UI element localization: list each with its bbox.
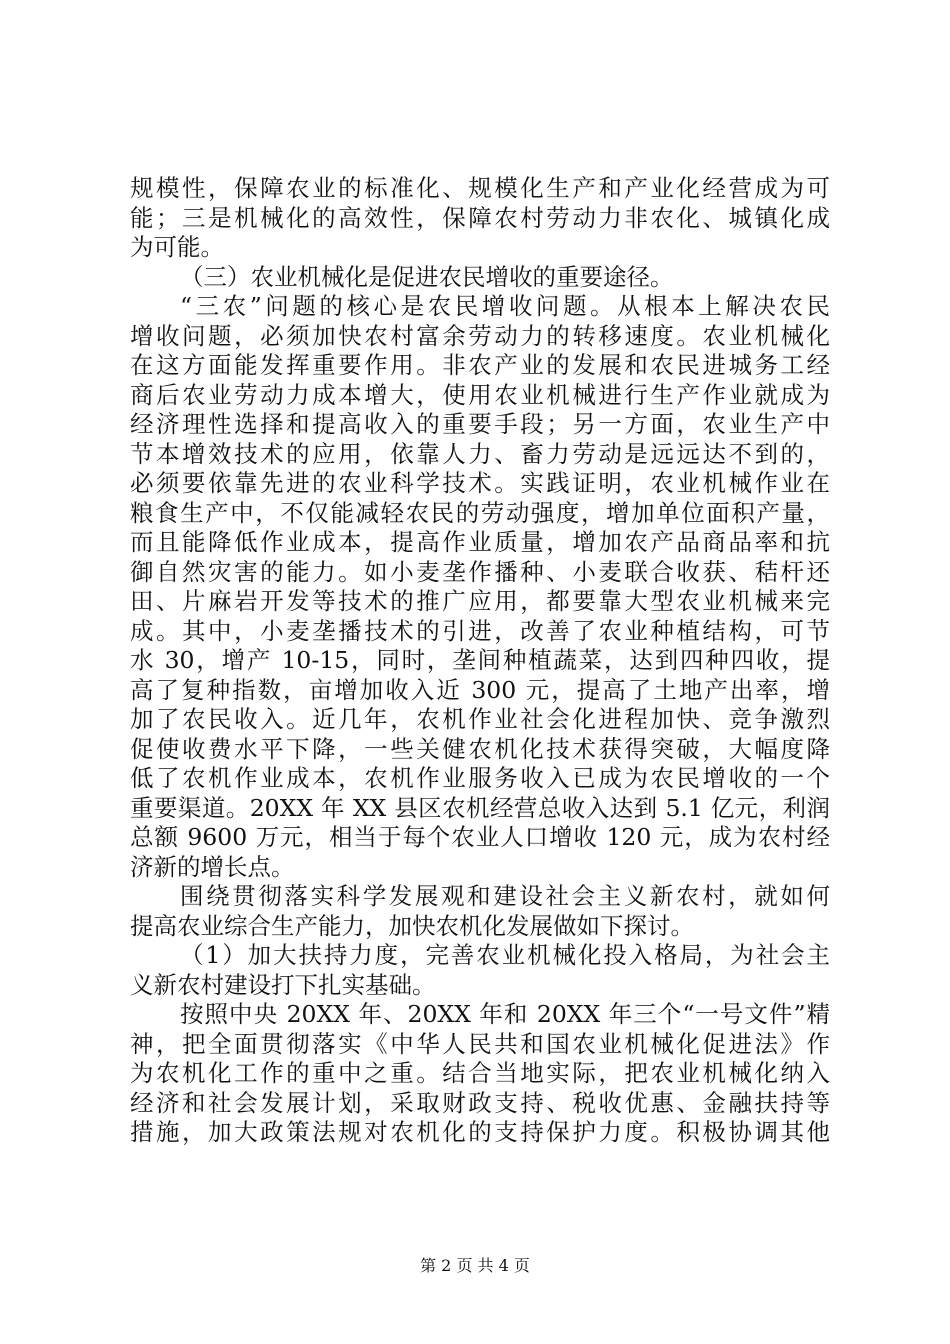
text-line: 节本增效技术的应用，依靠人力、畜力劳动是远远达不到的， (130, 439, 830, 468)
text-line: 经济理性选择和提高收入的重要手段；另一方面，农业生产中 (130, 410, 830, 438)
text-line: 加了农民收入。近几年，农机作业社会化进程加快、竞争激烈 (130, 705, 830, 733)
text-line: 规模性，保障农业的标准化、规模化生产和产业化经营成为可 (130, 174, 830, 202)
text-line: 必须要依靠先进的农业科学技术。实践证明，农业机械作业在 (130, 469, 830, 497)
body-text (130, 174, 830, 1148)
text-line: 能；三是机械化的高效性，保障农村劳动力非农化、城镇化成 (130, 203, 830, 232)
text-line: 措施，加大政策法规对农机化的支持保护力度。积极协调其他 (130, 1118, 830, 1146)
text-line: 经济和社会发展计划，采取财政支持、税收优惠、金融扶持等 (130, 1088, 830, 1117)
text-line: 为可能。 (130, 233, 224, 261)
text-line: “三农”问题的核心是农民增收问题。从根本上解决农民 (180, 292, 830, 320)
text-line: 高了复种指数，亩增加收入近 300 元，提高了土地产出率，增 (130, 675, 830, 704)
text-line: 总额 9600 万元，相当于每个农业人口增收 120 元，成为农村经 (130, 823, 830, 851)
text-line: 粮食生产中，不仅能减轻农民的劳动强度，增加单位面积产量， (130, 498, 830, 527)
text-line: 成。其中，小麦垄播技术的引进，改善了农业种植结构，可节 (130, 616, 830, 645)
text-line: 而且能降低作业成本，提高作业质量，增加农产品商品率和抗 (130, 528, 830, 556)
text-line: 商后农业劳动力成本增大，使用农业机械进行生产作业就成为 (130, 380, 830, 409)
text-line: 水 30，增产 10-15，同时，垄间种植蔬菜，达到四种四收，提 (130, 646, 830, 674)
text-line: 御自然灾害的能力。如小麦垄作播种、小麦联合收获、秸杆还 (130, 557, 830, 586)
text-line: 增收问题，必须加快农村富余劳动力的转移速度。农业机械化 (130, 321, 830, 350)
text-line: 神，把全面贯彻落实《中华人民共和国农业机械化促进法》作 (130, 1029, 830, 1058)
text-line: 重要渠道。20XX 年 XX 县区农机经营总收入达到 5.1 亿元，利润 (130, 793, 830, 822)
text-line: 田、片麻岩开发等技术的推广应用，都要靠大型农业机械来完 (130, 587, 830, 615)
text-line: 按照中央 20XX 年、20XX 年和 20XX 年三个“一号文件”精 (180, 1000, 830, 1028)
text-line: 在这方面能发挥重要作用。非农产业的发展和农民进城务工经 (130, 351, 830, 379)
text-line: 促使收费水平下降，一些关健农机化技术获得突破，大幅度降 (130, 734, 830, 763)
page-number-footer: 第 2 页 共 4 页 (420, 1256, 530, 1275)
text-line: 低了农机作业成本，农机作业服务收入已成为农民增收的一个 (130, 764, 830, 792)
text-line: 济新的增长点。 (130, 852, 295, 881)
text-line: （三）农业机械化是促进农民增收的重要途径。 (180, 262, 674, 291)
text-line: 围绕贯彻落实科学发展观和建设社会主义新农村，就如何 (180, 882, 830, 910)
text-line: （1）加大扶持力度，完善农业机械化投入格局，为社会主 (180, 941, 830, 969)
text-line: 义新农村建设打下扎实基础。 (130, 970, 436, 999)
text-line: 提高农业综合生产能力，加快农机化发展做如下探讨。 (130, 911, 694, 940)
text-line: 为农机化工作的重中之重。结合当地实际，把农业机械化纳入 (130, 1059, 830, 1087)
